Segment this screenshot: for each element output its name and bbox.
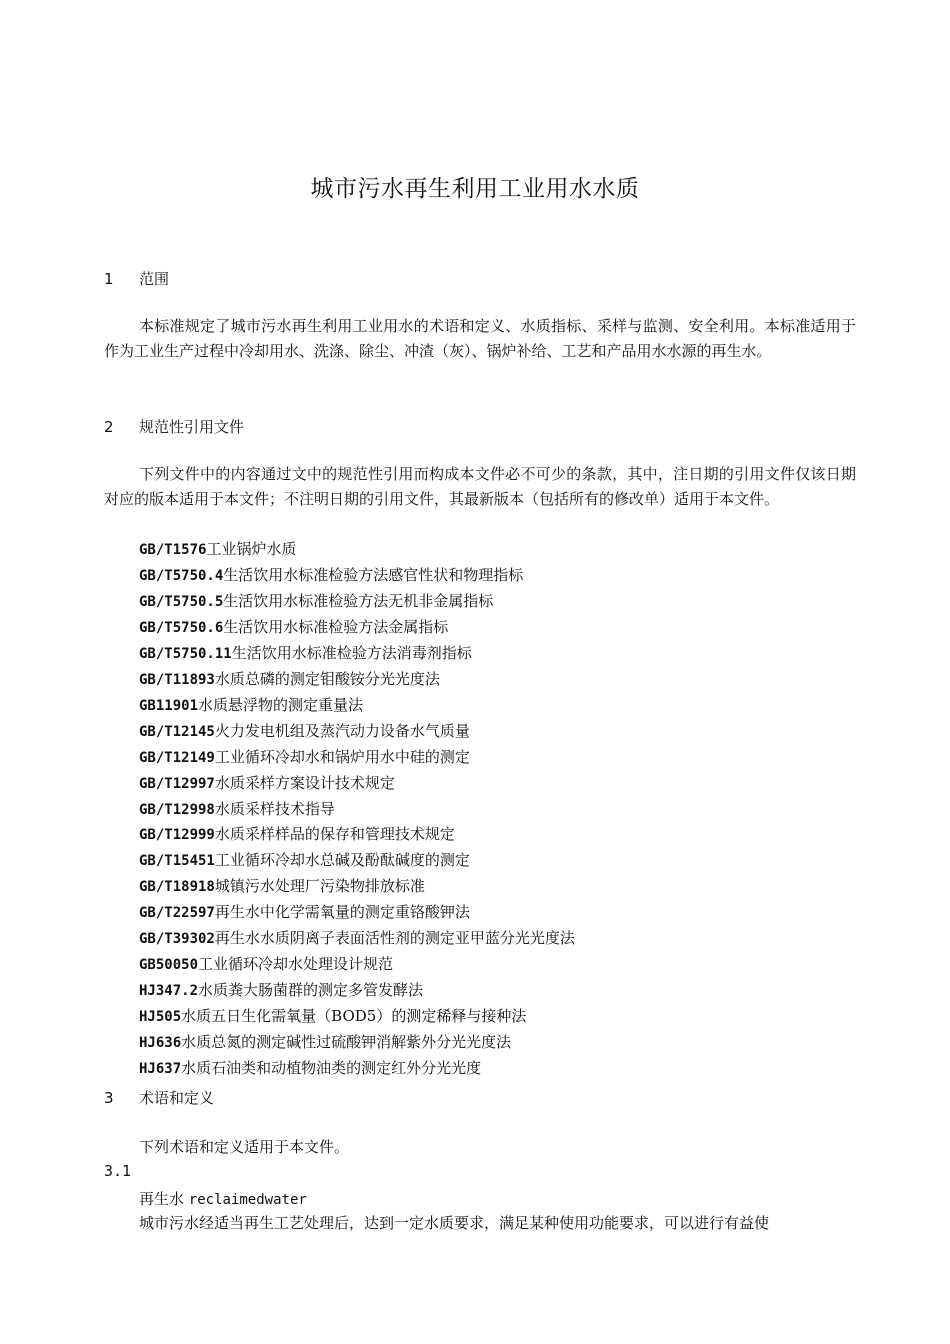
reference-title: 再生水水质阴离子表面活性剂的测定亚甲蓝分光光度法 — [214, 929, 575, 948]
reference-code: GB/T12999 — [139, 827, 215, 844]
reference-title: 工业循环冷却水总碱及酚酞碱度的测定 — [214, 851, 470, 870]
reference-code: HJ347.2 — [139, 983, 199, 1000]
term-heading — [139, 1188, 307, 1209]
reference-code: GB/T11893 — [139, 671, 215, 688]
reference-title: 生活饮用水标准检验方法无机非金属指标 — [223, 591, 494, 610]
reference-title: 水质石油类和动植物油类的测定红外分光光度 — [181, 1059, 482, 1078]
section-title: 术语和定义 — [139, 1089, 215, 1107]
reference-code: GB/T39302 — [139, 931, 215, 948]
reference-item — [139, 1004, 575, 1030]
reference-title: 水质总磷的测定钼酸铵分光光度法 — [214, 669, 440, 688]
reference-title: 水质采样方案设计技术规定 — [214, 773, 395, 792]
reference-title: 水质采样技术指导 — [214, 799, 335, 818]
reference-code: GB/T12149 — [139, 749, 215, 766]
term-chinese: 再生水 — [139, 1190, 185, 1208]
term-definition: 城市污水经适当再生工艺处理后，达到一定水质要求，满足某种使用功能要求，可以进行有益使 — [139, 1214, 770, 1232]
reference-item — [139, 563, 575, 589]
references-paragraph: 下列文件中的内容通过文中的规范性引用而构成本文件必不可少的条款，其中，注日期的引用文件仅该日期对应的版本适用于本文件；不注明日期的引用文件，其最新版本（包括所有的修改单）适用于本文件。 — [104, 465, 856, 508]
reference-title: 水质采样样品的保存和管理技术规定 — [214, 825, 455, 844]
reference-code: HJ636 — [139, 1035, 182, 1052]
terms-intro: 下列术语和定义适用于本文件。 — [139, 1138, 350, 1156]
section-number: 1 — [104, 270, 114, 288]
reference-code: GB/T22597 — [139, 905, 215, 922]
section-number: 2 — [104, 418, 114, 436]
reference-code: HJ505 — [139, 1009, 182, 1026]
term-english: reclaimedwater — [188, 1192, 307, 1208]
reference-title: 工业锅炉水质 — [206, 540, 297, 558]
reference-code: GB/T15451 — [139, 853, 215, 870]
reference-item — [139, 900, 575, 926]
section-1-heading — [104, 268, 169, 289]
reference-item — [139, 978, 575, 1004]
reference-item — [139, 641, 575, 667]
section-title: 规范性引用文件 — [139, 418, 245, 436]
reference-item — [139, 822, 575, 848]
section-number: 3 — [104, 1089, 114, 1107]
scope-paragraph: 本标准规定了城市污水再生利用工业用水的术语和定义、水质指标、采样与监测、安全利用。本标准适用于作为工业生产过程中冷却用水、洗涤、除尘、冲渣（灰）、锅炉补给、工艺和产品用水水源的再生水。 — [104, 317, 856, 360]
term-number: 3.1 — [104, 1162, 132, 1180]
reference-item — [139, 745, 575, 771]
reference-code: GB/T5750.11 — [139, 645, 232, 662]
reference-code: GB/T12997 — [139, 775, 215, 792]
reference-item — [139, 874, 575, 900]
reference-code: HJ637 — [139, 1061, 182, 1078]
reference-code: GB/T18918 — [139, 879, 215, 896]
reference-item — [139, 771, 575, 797]
reference-title: 水质总氮的测定碱性过硫酸钾消解紫外分光光度法 — [181, 1033, 512, 1052]
reference-item — [139, 615, 575, 641]
reference-item — [139, 719, 575, 745]
reference-item — [139, 693, 575, 719]
reference-code: GB50050 — [139, 957, 199, 974]
reference-title: 工业循环冷却水和锅炉用水中硅的测定 — [214, 747, 470, 766]
reference-code: GB/T5750.4 — [139, 567, 224, 584]
section-2-heading — [104, 416, 244, 437]
reference-title: 再生水中化学需氧量的测定重铬酸钾法 — [214, 903, 470, 922]
reference-code: GB/T5750.5 — [139, 593, 224, 610]
reference-code: GB/T1576 — [139, 542, 207, 558]
reference-item — [139, 926, 575, 952]
reference-code: GB/T5750.6 — [139, 619, 224, 636]
reference-item — [139, 537, 575, 563]
document-title: 城市污水再生利用工业用水水质 — [310, 176, 640, 202]
reference-item — [139, 1056, 575, 1082]
reference-title: 工业循环冷却水处理设计规范 — [198, 955, 394, 974]
reference-item — [139, 797, 575, 823]
reference-title: 生活饮用水标准检验方法感官性状和物理指标 — [223, 565, 524, 584]
reference-title: 水质悬浮物的测定重量法 — [198, 695, 364, 714]
reference-code: GB11901 — [139, 697, 199, 714]
section-title: 范围 — [139, 270, 170, 288]
reference-code: GB/T12145 — [139, 723, 215, 740]
section-3-heading — [104, 1087, 214, 1108]
reference-title: 水质粪大肠菌群的测定多管发酵法 — [198, 981, 424, 1000]
reference-item — [139, 589, 575, 615]
reference-title: 生活饮用水标准检验方法金属指标 — [223, 617, 449, 636]
reference-item — [139, 848, 575, 874]
reference-item — [139, 952, 575, 978]
reference-item — [139, 667, 575, 693]
reference-code: GB/T12998 — [139, 801, 215, 818]
reference-title: 城镇污水处理厂污染物排放标准 — [214, 877, 425, 896]
reference-title: 火力发电机组及蒸汽动力设备水气质量 — [214, 721, 470, 740]
reference-list — [139, 537, 575, 1082]
reference-title: 生活饮用水标准检验方法消毒剂指标 — [231, 643, 472, 662]
reference-title: 水质五日生化需氧量（BOD5）的测定稀释与接种法 — [181, 1007, 527, 1026]
reference-item — [139, 1030, 575, 1056]
